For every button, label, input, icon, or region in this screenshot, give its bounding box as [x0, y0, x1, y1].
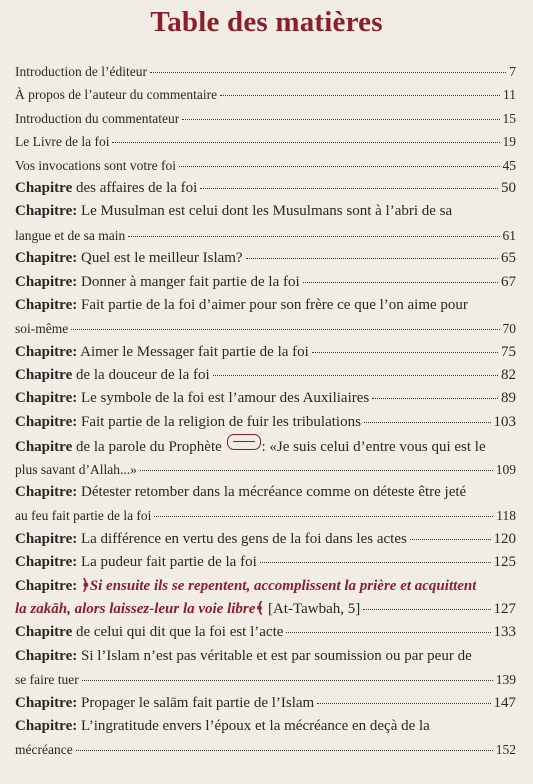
entry-title: des affaires de la foi: [72, 179, 198, 196]
toc-entry: [15, 551, 516, 574]
entry-title-continued: plus savant d’Allah...»: [15, 461, 137, 477]
entry-title: Vos invocations sont votre foi: [15, 157, 176, 173]
chapter-keyword: Chapitre:: [15, 554, 78, 571]
toc-entry: [15, 60, 516, 83]
entry-title: Si l’Islam n’est pas véritable et est par soumission ou par peur de: [77, 647, 472, 664]
toc-entry: [15, 177, 516, 200]
toc-entry: [15, 200, 516, 247]
toc-entry: [15, 341, 516, 364]
page-number: 139: [495, 672, 516, 688]
dot-leader: [128, 236, 499, 237]
page-number: 61: [502, 227, 516, 243]
toc-entry: [15, 411, 516, 434]
dot-leader: [140, 470, 493, 471]
dot-leader: [363, 609, 490, 610]
entry-title-continued: langue et de sa main: [15, 227, 126, 243]
entry-title: La différence en vertu des gens de la foi dans les actes: [77, 530, 407, 547]
chapter-keyword: Chapitre:: [15, 203, 78, 220]
entry-title-quote: : «Je suis celui d’entre vous qui est le: [261, 439, 486, 456]
entry-title-continued: au feu fait partie de la foi: [15, 508, 152, 524]
entry-title: La pudeur fait partie de la foi: [77, 554, 257, 571]
page-number: 19: [502, 134, 516, 150]
dot-leader: [220, 95, 500, 96]
toc-entry: [15, 130, 516, 153]
chapter-keyword: Chapitre:: [15, 250, 78, 267]
chapter-keyword: Chapitre:: [15, 717, 78, 734]
toc-entry: [15, 387, 516, 410]
chapter-keyword: Chapitre:: [15, 647, 78, 664]
entry-title: Le symbole de la foi est l’amour des Auxiliaires: [77, 390, 370, 407]
entry-title: Fait partie de la foi d’aimer pour son frère ce que l’on aime pour: [77, 296, 468, 313]
verse-close-ornament: ﴾: [255, 600, 265, 617]
dot-leader: [150, 72, 506, 73]
dot-leader: [200, 188, 498, 189]
chapter-keyword: Chapitre:: [15, 484, 78, 501]
chapter-keyword: Chapitre:: [15, 577, 78, 594]
page-number: 50: [501, 179, 516, 196]
toc-entry: [15, 434, 516, 481]
entry-title: Propager le salām fait partie de l’Islam: [77, 694, 315, 711]
entry-title: de celui qui dit que la foi est l’acte: [72, 624, 284, 641]
page-number: 82: [501, 367, 516, 384]
chapter-keyword: Chapitre: [15, 179, 73, 196]
page-number: 15: [502, 110, 516, 126]
toc-entry: [15, 645, 516, 692]
entry-title: Fait partie de la religion de fuir les tribulations: [77, 413, 361, 430]
chapter-keyword: Chapitre:: [15, 694, 78, 711]
toc-entry: [15, 247, 516, 270]
dot-leader: [154, 516, 493, 517]
page-number: 103: [493, 413, 516, 430]
entry-title-continued: soi-même: [15, 321, 69, 337]
toc-entry: [15, 481, 516, 528]
dot-leader: [364, 422, 491, 423]
page-number: 7: [509, 64, 516, 79]
chapter-keyword: Chapitre:: [15, 343, 78, 360]
entry-title-continued: se faire tuer: [15, 672, 79, 688]
dot-leader: [286, 632, 490, 633]
dot-leader: [410, 539, 491, 540]
verse-text: Si ensuite ils se repentent, accomplissent la prière et acquittent: [89, 577, 477, 594]
entry-title: Le Musulman est celui dont les Musulmans sont à l’abri de sa: [77, 203, 453, 220]
dot-leader: [182, 119, 499, 120]
page-number: 125: [493, 554, 516, 571]
dot-leader: [71, 329, 499, 330]
entry-title: Détester retomber dans la mécréance comme on déteste être jeté: [77, 484, 467, 501]
dot-leader: [76, 750, 493, 751]
toc-entry: [15, 83, 516, 106]
chapter-keyword: Chapitre:: [15, 413, 78, 430]
chapter-keyword: Chapitre:: [15, 390, 78, 407]
entry-title: de la douceur de la foi: [72, 367, 210, 384]
dot-leader: [372, 398, 498, 399]
toc-entry: [15, 575, 516, 622]
entry-title: L’ingratitude envers l’époux et la mécréance en deçà de la: [77, 717, 430, 734]
dot-leader: [260, 562, 491, 563]
chapter-keyword: Chapitre: [15, 624, 73, 641]
toc-entry: [15, 715, 516, 762]
entry-title: Donner à manger fait partie de la foi: [77, 273, 300, 290]
dot-leader: [213, 375, 498, 376]
entry-title: Le Livre de la foi: [15, 134, 110, 150]
entry-title: Introduction du commentateur: [15, 110, 180, 126]
toc-entry: [15, 271, 516, 294]
page-number: 70: [502, 321, 516, 337]
entry-title: Quel est le meilleur Islam?: [77, 250, 243, 267]
honorific-seal-icon: [227, 434, 261, 450]
entry-title-continued: mécréance: [15, 742, 73, 758]
page-number: 65: [501, 250, 516, 267]
page-number: 89: [501, 390, 516, 407]
page-number: 75: [501, 343, 516, 360]
toc-entry: [15, 107, 516, 130]
toc-entry: [15, 621, 516, 644]
entry-title: de la parole du Prophète: [72, 439, 226, 456]
page-number: 109: [495, 461, 516, 477]
page-number: 127: [493, 600, 516, 617]
page-number: 118: [496, 508, 516, 524]
page-number: 147: [493, 694, 516, 711]
page-number: 11: [503, 87, 516, 103]
chapter-keyword: Chapitre:: [15, 530, 78, 547]
entry-title: Introduction de l’éditeur: [15, 64, 147, 79]
chapter-keyword: Chapitre:: [15, 296, 78, 313]
toc-entry: [15, 528, 516, 551]
toc-entry: [15, 692, 516, 715]
entry-title: Aimer le Messager fait partie de la foi: [77, 343, 309, 360]
toc-entry: [15, 364, 516, 387]
chapter-keyword: Chapitre:: [15, 273, 78, 290]
toc-entry: [15, 294, 516, 341]
table-of-contents: [15, 60, 516, 762]
verse-reference: [At-Tawbah, 5]: [264, 600, 361, 617]
verse-open-ornament: ﴿: [80, 577, 90, 594]
dot-leader: [312, 352, 498, 353]
page-number: 67: [501, 273, 516, 290]
dot-leader: [303, 282, 498, 283]
dot-leader: [82, 680, 493, 681]
chapter-keyword: Chapitre: [15, 367, 73, 384]
verse-text-continued: la zakāh, alors laissez-leur la voie libre: [15, 600, 256, 617]
page-number: 45: [502, 157, 516, 173]
entry-title: À propos de l’auteur du commentaire: [15, 87, 218, 103]
page-number: 133: [493, 624, 516, 641]
dot-leader: [246, 258, 498, 259]
dot-leader: [179, 166, 500, 167]
page-number: 152: [495, 742, 516, 758]
dot-leader: [112, 142, 499, 143]
page-title: Table des matières: [150, 6, 383, 38]
dot-leader: [317, 703, 490, 704]
page-number: 120: [493, 530, 516, 547]
chapter-keyword: Chapitre: [15, 439, 73, 456]
toc-entry: [15, 154, 516, 177]
